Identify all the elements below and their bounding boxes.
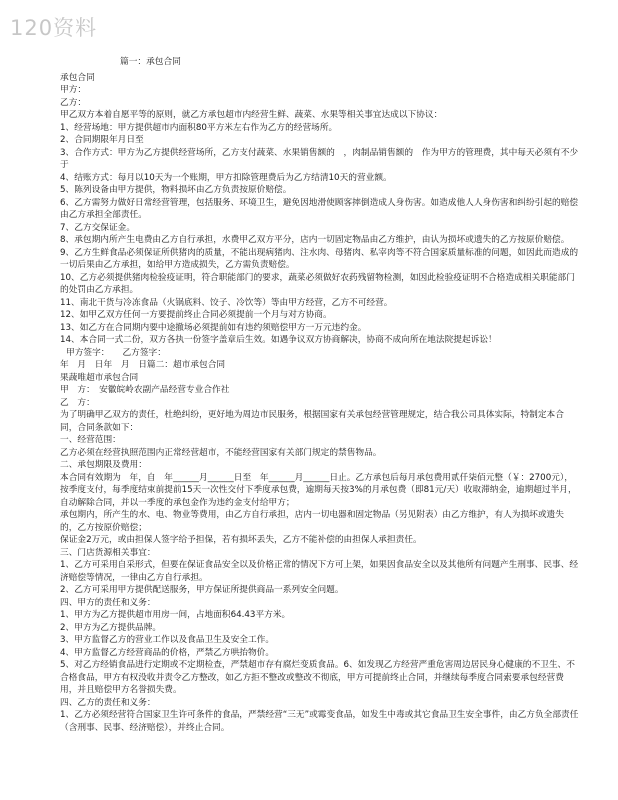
clause-11: 11、南北干货与冷冻食品（火锅底料、饺子、冷饮等）等由甲方经营，乙方不可经营。 (60, 297, 393, 308)
party-b: 乙方： (60, 97, 87, 108)
date-line: 年 月 日年 月 日篇二：超市承包合同 (60, 360, 226, 370)
clause-9: 9、乙方生鲜食品必须保证所供猪肉的质量，不能出现病猪肉、注水肉、母猪肉、私宰肉等不符合国家质量标准的问题，如因此而造成的一切后果由乙方承担，如给甲方造成损失，乙方需负责赔偿。 (60, 247, 579, 270)
clause-12: 12、如甲乙双方任何一方要提前终止合同必须提前一个月与对方协商。 (60, 310, 332, 320)
supply-clause-2: 2、乙方可采用甲方提供配送服务，甲方保证所提供商品一系列安全问题。 (60, 585, 344, 595)
section-heading-5: 四、乙方的责任和义务： (60, 697, 156, 708)
supply-clause-1: 1、乙方可采用自采形式，但要在保证食品安全以及价格正常的情况下方可上架，如果因食品安全以及其他所有问题产生刑事、民事、经济赔偿等情况，一律由乙方自行承担。 (60, 560, 579, 583)
party-a-duty-2: 2、甲方为乙方提供品牌。 (60, 622, 162, 633)
section-heading-3: 三、门店货源相关事宜： (60, 547, 156, 558)
doc-title-2: 果蔬唯超市承包合同 (60, 372, 139, 383)
deposit-text: 保证金2万元，或由担保人签字给予担保，若有损坏丢失，乙方不能补偿的由担保人承担责任。 (60, 535, 422, 545)
term-fee-text: 本合同有效期为 年，自 年______月______日至 年______月______日止。乙方承包后每月承包费用贰仟柒佰元整（￥：2700元），按季度支付，每季度结束前提前15天一次性交付下季度承包费，逾期每天按3%的月承包费（即81元/天）收取滞纳金，逾期超过半月，自动解除合同，并以一季度的承包金作为违约金支付给甲方； (60, 472, 577, 508)
clause-7: 7、乙方交保证金。 (60, 222, 136, 233)
party-a-2: 甲 方： 安徽皖岭农副产品经营专业合作社 (60, 385, 230, 395)
clause-4: 4、结账方式：每月以10天为一个账期，甲方扣除管理费后为乙方结清10天的营业额。 (60, 172, 392, 183)
scope-text: 乙方必须在经营执照范围内正常经营超市，不能经营国家有关部门规定的禁售物品。 (60, 447, 382, 458)
watermark-logo: 120资料 (10, 16, 98, 40)
doc-title-1: 承包合同 (60, 72, 95, 83)
party-a: 甲方： (60, 85, 87, 95)
clause-6: 6、乙方需努力做好日常经营管理，包括服务、环境卫生，避免因地滑使顾客摔倒造成人身伤害。如造成他人人身伤害和纠纷引起的赔偿由乙方承担全部责任。 (60, 197, 579, 220)
party-a-duty-1: 1、甲方为乙方提供超市用房一间，占地面积64.43平方米。 (60, 610, 291, 620)
clause-14: 14、本合同一式二份，双方各执一份签字盖章后生效。如遇争议双方协商解决，协商不成向所在地法院提起诉讼！ (60, 335, 497, 345)
clause-10: 10、乙方必须提供猪肉检验疫证明，符合职能部门的要求，蔬菜必须做好农药残留物检测，如因此检验疫证明不合格造成相关职能部门的处罚由乙方承担。 (60, 272, 575, 295)
document-body (60, 56, 580, 734)
section-heading-1: 一、经营范围： (60, 435, 121, 445)
party-a-duty-4: 4、甲方监督乙方经营商品的价格，严禁乙方哄抬物价。 (60, 647, 275, 658)
clause-1: 1、经营场地：甲方提供超市内面积80平方米左右作为乙方的经营场所。 (60, 122, 338, 133)
clause-13: 13、如乙方在合同期内要中途撤场必须提前如有违约须赔偿甲方一万元违约金。 (60, 322, 367, 333)
clause-8: 8、承包期内所产生电费由乙方自行承担，水费甲乙双方平分，店内一切固定物品由乙方维护，由认为损坏或遗失的乙方按原价赔偿。 (60, 235, 570, 245)
preamble-2: 为了明确甲乙双方的责任，杜绝纠纷，更好地为周边市民服务，根据国家有关承包经营管理规定，结合我公司具体实际，特制定本合同，合同条款如下： (60, 410, 564, 433)
clause-3: 3、合作方式：甲方为乙方提供经营场所，乙方支付蔬菜、水果销售额的 ，肉制品销售额的 作为甲方的管理费，其中每天必须有不少于 (60, 147, 579, 170)
signature-line: 甲方签字： 乙方签字： (66, 347, 166, 358)
party-b-2: 乙 方： (60, 397, 95, 408)
section-title-1: 篇一：承包合同 (120, 57, 181, 67)
preamble: 甲乙双方本着自愿平等的原则，就乙方承包超市内经营生鲜、蔬菜、水果等相关事宜达成以下协议： (60, 110, 443, 120)
party-b-duty-1: 1、乙方必须经营符合国家卫生许可条件的食品，严禁经营“三无”或霉变食品，如发生中毒或其它食品卫生安全事件，由乙方负全部责任（含刑事、民事、经济赔偿），并终止合同。 (60, 710, 579, 733)
clause-5: 5、陈列设备由甲方提供，物料损坏由乙方负责按原价赔偿。 (60, 185, 292, 195)
utilities-text: 承包期内，所产生的水、电、物业等费用，由乙方自行承担，店内一切电器和固定物品（另见附表）由乙方维护，有人为损坏或遗失的，乙方按原价赔偿； (60, 510, 564, 533)
party-a-duty-5: 5、对乙方经销食品进行定期或不定期检查，严禁超市存有腐烂变质食品。6、如发现乙方经营严重危害周边居民身心健康的不卫生、不合格食品，甲方有权没收并责令乙方整改，如乙方拒不整改或整改不彻底，甲方可提前终止合同，并继续每季度合同索要承包经营费用，并且赔偿甲方名誉损失费。 (60, 660, 575, 695)
section-heading-2: 二、承包期限及费用： (60, 460, 147, 470)
party-a-duty-3: 3、甲方监督乙方的营业工作以及食品卫生及安全工作。 (60, 635, 275, 645)
clause-2: 2、合同期限年月日至 (60, 135, 144, 145)
section-heading-4: 四、甲方的责任和义务： (60, 597, 156, 608)
